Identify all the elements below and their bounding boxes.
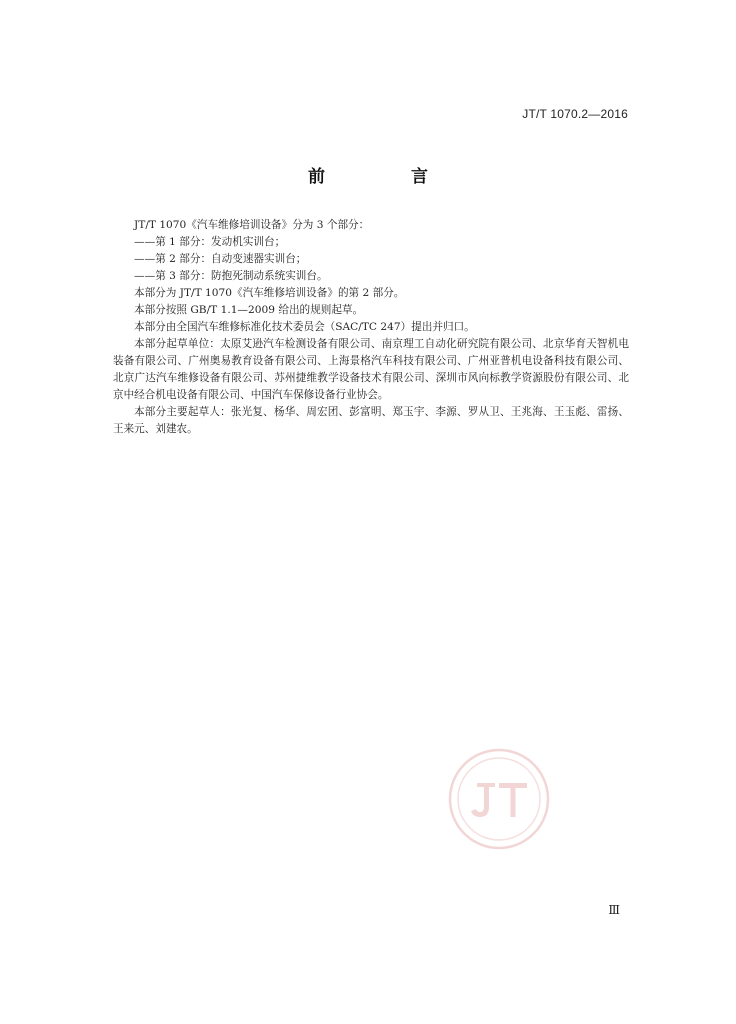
- list-item-part-3: ——第 3 部分：防抱死制动系统实训台。: [134, 270, 328, 282]
- section-title: 前 言: [308, 167, 468, 187]
- paragraph-drafting-units: 本部分起草单位：太原艾逊汽车检测设备有限公司、南京理工自动化研究院有限公司、北京华育天智机电装备有限公司、广州奥易教育设备有限公司、上海景格汽车科技有限公司、广州亚普机电设备科技有限公司、北京广达汽车维修设备有限公司、苏州捷维教学设备技术有限公司、深圳市风向标教学资源股份有限公司、北京中经合机电设备有限公司、中国汽车保修设备行业协会。: [113, 338, 629, 401]
- list-item-part-2: ——第 2 部分：自动变速器实训台；: [134, 253, 307, 265]
- paragraph-drafting-rules: 本部分按照 GB/T 1.1—2009 给出的规则起草。: [134, 304, 364, 316]
- paragraph-intro: JT/T 1070《汽车维修培训设备》分为 3 个部分：: [134, 219, 370, 231]
- paragraph-drafters: 本部分主要起草人：张光复、杨华、周宏团、彭富明、郑玉宇、李源、罗从卫、王兆海、王玉彪、雷扬、王来元、刘建农。: [113, 406, 629, 435]
- document-body: [113, 217, 629, 438]
- page-number: Ⅲ: [608, 903, 620, 917]
- jt-watermark-seal: [447, 747, 551, 851]
- paragraph-proposer: 本部分由全国汽车维修标准化技术委员会（SAC/TC 247）提出并归口。: [134, 321, 475, 333]
- paragraph-scope: 本部分为 JT/T 1070《汽车维修培训设备》的第 2 部分。: [134, 287, 405, 299]
- document-number: JT/T 1070.2—2016: [522, 107, 628, 121]
- list-item-part-1: ——第 1 部分：发动机实训台；: [134, 236, 286, 248]
